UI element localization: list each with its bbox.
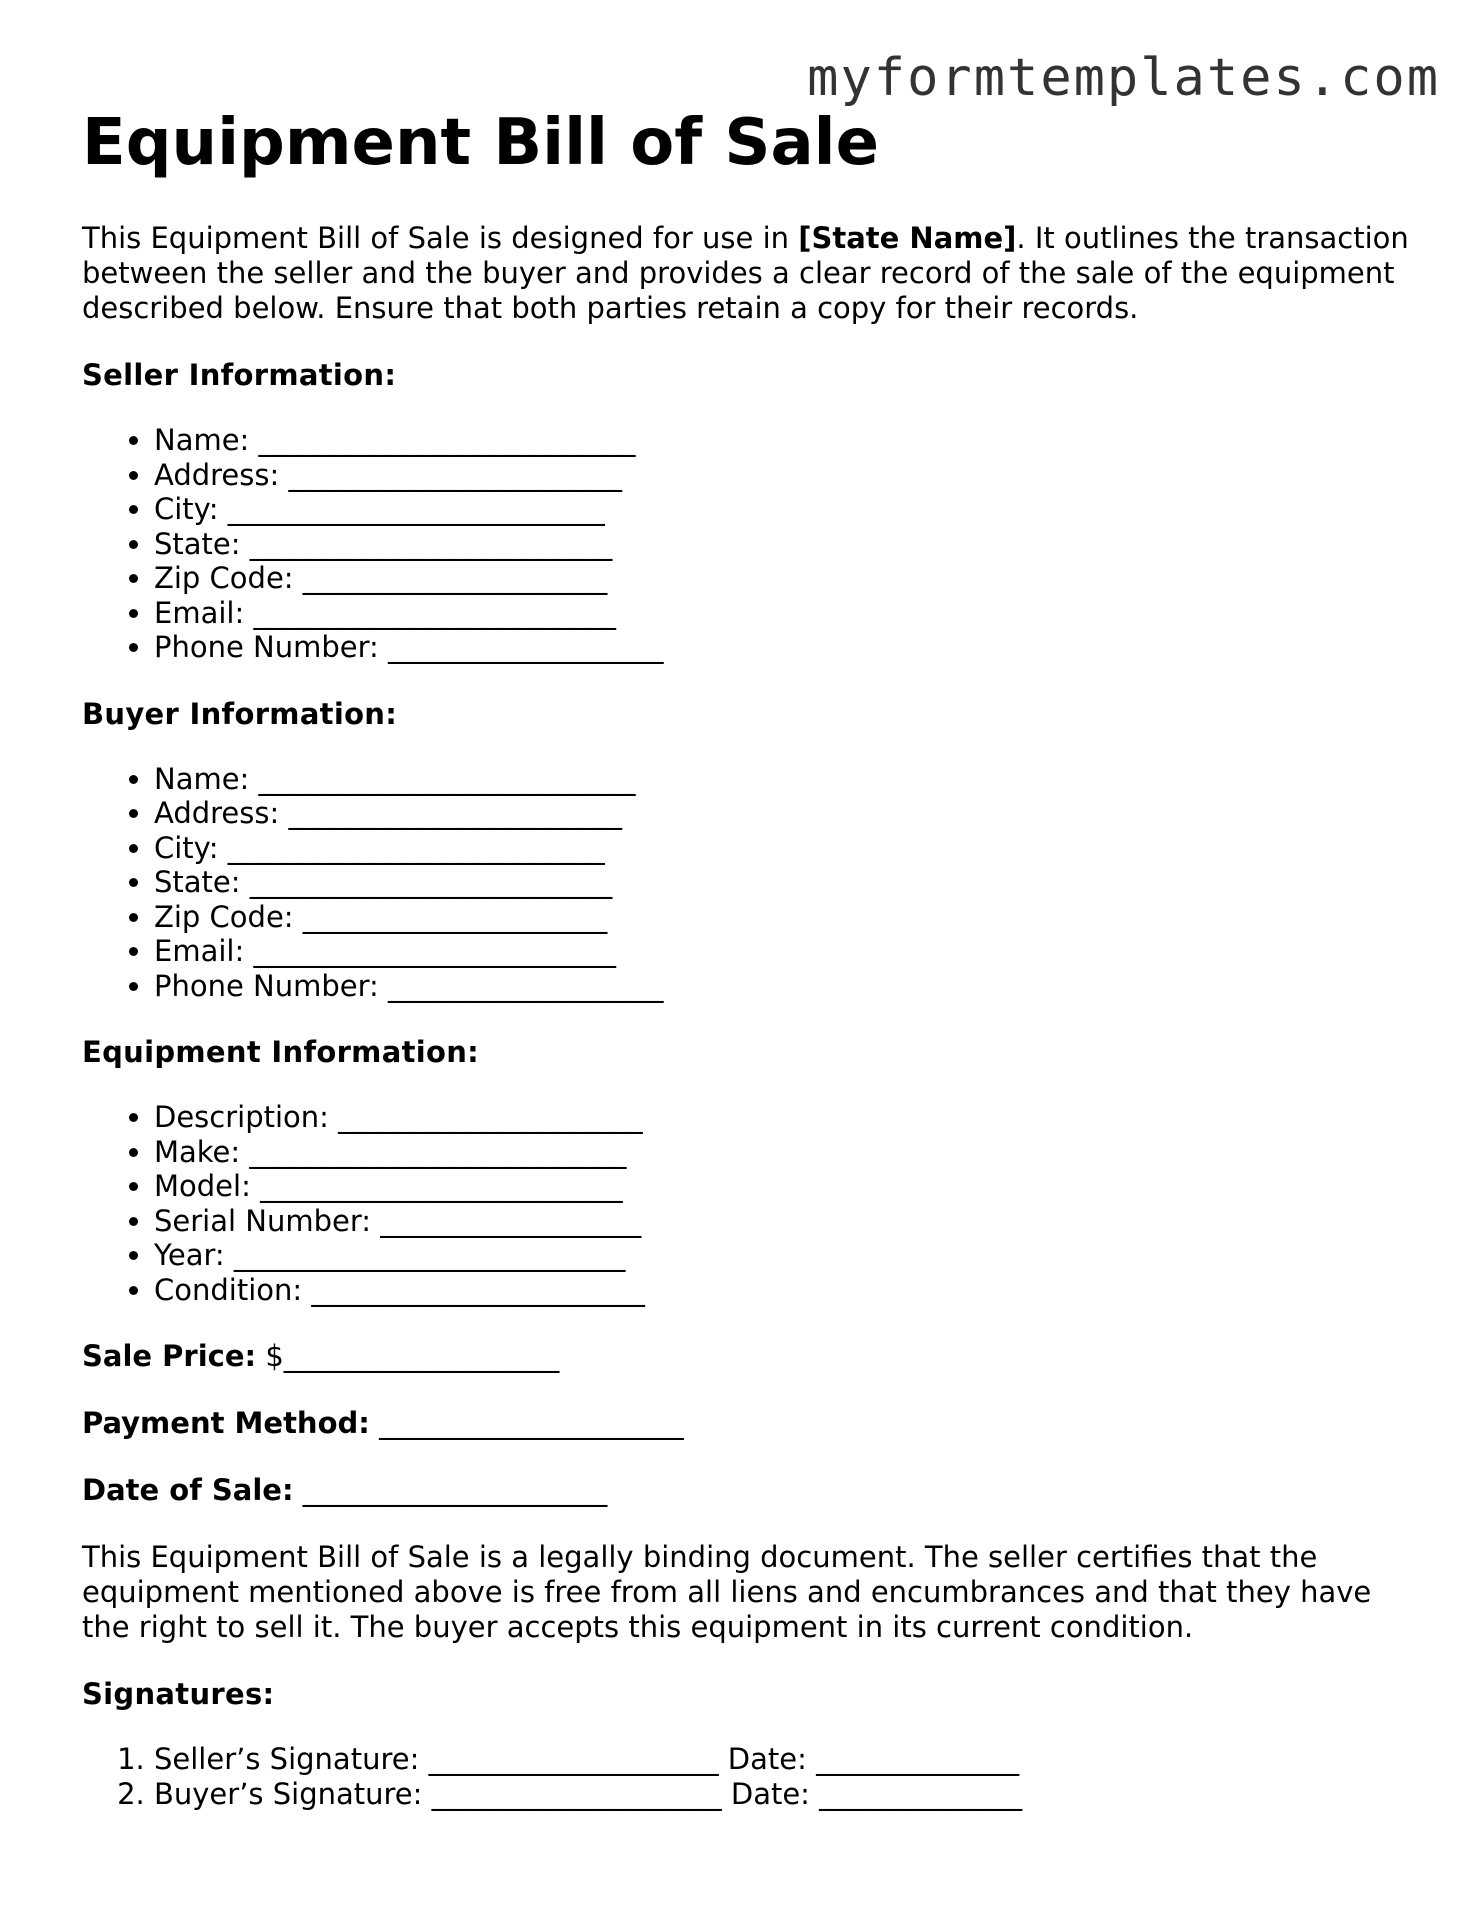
sale-price-blank[interactable]: $___________________ (265, 1339, 560, 1373)
field-blank[interactable]: _________________________ (249, 865, 613, 899)
signatures-list (82, 1742, 1422, 1811)
date-blank[interactable]: ______________ (819, 1776, 1023, 1811)
equipment-serial-field[interactable] (154, 1204, 1422, 1239)
sale-price-label: Sale Price: (82, 1339, 257, 1373)
field-label: City: (154, 492, 219, 526)
date-of-sale-label: Date of Sale: (82, 1473, 294, 1507)
field-label: Address: (154, 796, 280, 830)
field-blank[interactable]: _______________________ (311, 1272, 645, 1307)
field-label: Serial Number: (154, 1203, 372, 1238)
equipment-list (82, 1100, 1422, 1307)
field-label: Condition: (154, 1272, 303, 1307)
field-blank[interactable]: _________________________ (260, 1169, 623, 1203)
date-blank[interactable]: ______________ (816, 1742, 1020, 1776)
field-blank[interactable]: _______________________ (288, 457, 622, 492)
state-name-placeholder: [State Name] (798, 221, 1017, 255)
field-blank[interactable]: __________________________ (258, 761, 636, 796)
field-blank[interactable]: _____________________ (338, 1100, 643, 1134)
seller-state-field[interactable] (154, 527, 1422, 562)
seller-email-field[interactable] (154, 596, 1422, 631)
buyer-heading: Buyer Information: (82, 696, 398, 731)
payment-method-field[interactable] (82, 1406, 1422, 1441)
buyer-email-field[interactable] (154, 934, 1422, 969)
seller-phone-field[interactable] (154, 630, 1422, 665)
field-label: Zip Code: (154, 899, 294, 934)
seller-list (82, 423, 1422, 665)
buyer-phone-field[interactable] (154, 969, 1422, 1004)
date-of-sale-field[interactable] (82, 1473, 1422, 1508)
document-page (82, 105, 1422, 1811)
intro-text-after: . It outlines the transaction between the seller and the buyer and provides a clear record of the sale of the equipment described below. Ensure that both parties retain a copy for their records. (82, 221, 1409, 325)
field-blank[interactable]: _________________________ (249, 526, 613, 561)
field-label: Zip Code: (154, 561, 294, 595)
date-of-sale-blank[interactable]: _____________________ (302, 1473, 608, 1507)
seller-heading: Seller Information: (82, 358, 397, 392)
buyer-address-field[interactable] (154, 796, 1422, 831)
buyer-signature-line[interactable] (154, 1777, 1422, 1812)
field-blank[interactable]: _____________________ (302, 561, 608, 595)
date-label: Date: (727, 1742, 807, 1776)
buyer-state-field[interactable] (154, 865, 1422, 900)
document-title: Equipment Bill of Sale (82, 106, 879, 180)
equipment-model-field[interactable] (154, 1169, 1422, 1204)
field-label: Make: (154, 1134, 241, 1169)
closing-paragraph: This Equipment Bill of Sale is a legally binding document. The seller certifies that the equipment mentioned above is free from all liens and encumbrances and that they have the right to sell it. The buyer accepts this equipment in its current condition. (82, 1540, 1372, 1644)
field-blank[interactable]: _____________________ (302, 899, 608, 934)
field-label: Name: (154, 423, 250, 457)
seller-city-field[interactable] (154, 492, 1422, 527)
seller-zip-field[interactable] (154, 561, 1422, 596)
field-label: Address: (154, 457, 280, 492)
signature-blank[interactable]: ____________________ (428, 1742, 719, 1776)
field-label: Email: (154, 595, 245, 630)
field-label: Year: (154, 1238, 225, 1272)
field-blank[interactable]: __________________________ (258, 423, 636, 457)
seller-signature-line[interactable] (154, 1742, 1422, 1777)
field-blank[interactable]: __________________________ (249, 1134, 627, 1169)
field-blank[interactable]: ___________________ (388, 968, 664, 1003)
payment-method-label: Payment Method: (82, 1406, 370, 1440)
field-label: Model: (154, 1169, 251, 1203)
field-blank[interactable]: __________________ (380, 1203, 642, 1238)
field-blank[interactable]: ___________________ (388, 630, 664, 664)
field-blank[interactable]: _________________________ (253, 595, 616, 630)
equipment-heading: Equipment Information: (82, 1035, 480, 1069)
field-label: City: (154, 830, 219, 865)
equipment-make-field[interactable] (154, 1135, 1422, 1170)
field-blank[interactable]: __________________________ (227, 492, 605, 526)
field-blank[interactable]: __________________________ (227, 830, 605, 865)
intro-paragraph (82, 221, 1422, 326)
sale-price-field[interactable] (82, 1339, 1422, 1374)
seller-name-field[interactable] (154, 423, 1422, 458)
field-label: State: (154, 526, 241, 561)
date-label: Date: (730, 1776, 810, 1811)
intro-text-before: This Equipment Bill of Sale is designed for use in (82, 221, 799, 255)
field-blank[interactable]: _______________________ (288, 796, 622, 830)
signatures-heading: Signatures: (82, 1677, 275, 1711)
equipment-condition-field[interactable] (154, 1273, 1422, 1308)
buyer-zip-field[interactable] (154, 900, 1422, 935)
signature-blank[interactable]: ____________________ (431, 1776, 722, 1811)
field-blank[interactable]: _________________________ (253, 934, 616, 968)
equipment-year-field[interactable] (154, 1238, 1422, 1273)
field-label: Email: (154, 934, 245, 968)
buyer-list (82, 762, 1422, 1004)
payment-method-blank[interactable]: _____________________ (379, 1406, 684, 1440)
buyer-city-field[interactable] (154, 831, 1422, 866)
field-label: Description: (154, 1100, 329, 1134)
field-label: Phone Number: (154, 630, 379, 664)
field-label: Name: (154, 761, 250, 796)
field-blank[interactable]: ___________________________ (233, 1238, 626, 1272)
field-label: State: (154, 865, 241, 899)
buyer-name-field[interactable] (154, 762, 1422, 797)
signature-label: Seller’s Signature: (154, 1742, 420, 1776)
seller-address-field[interactable] (154, 458, 1422, 493)
equipment-description-field[interactable] (154, 1100, 1422, 1135)
watermark: myformtemplates.com (807, 48, 1440, 108)
field-label: Phone Number: (154, 968, 379, 1003)
signature-label: Buyer’s Signature: (154, 1776, 423, 1811)
